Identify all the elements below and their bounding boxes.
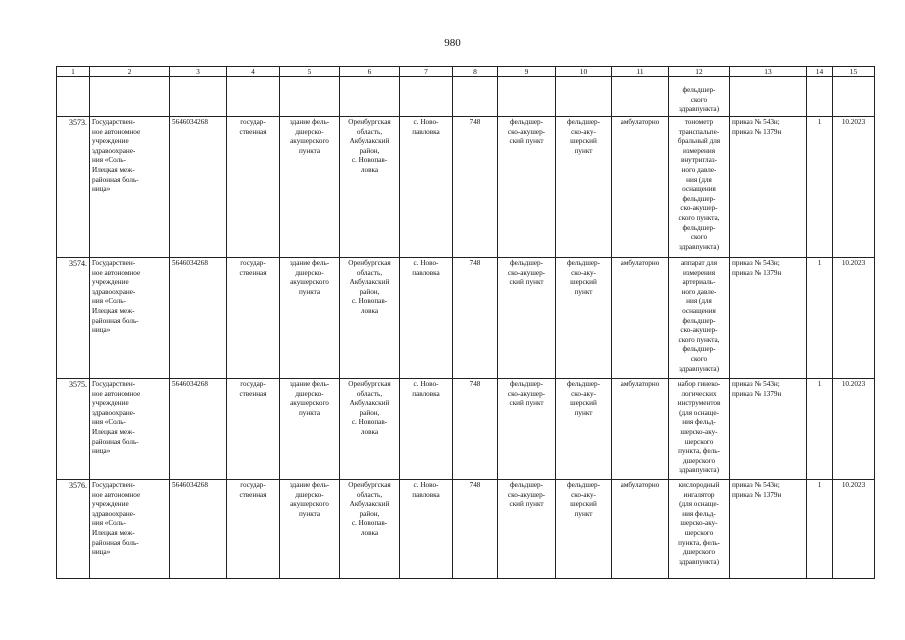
date: 10.2023 — [833, 258, 875, 379]
inn: 5646034268 — [170, 117, 227, 258]
header-col-5: 5 — [280, 67, 340, 77]
unit-type: фельдшер- ско-акушер- ский пункт — [498, 258, 556, 379]
building: здание фель- дшерско- акушерского пункта — [280, 480, 340, 579]
continuation-row — [57, 77, 875, 117]
care-form: амбулаторно — [612, 480, 669, 579]
care-form: амбулаторно — [612, 258, 669, 379]
table-row — [57, 480, 875, 579]
inn: 5646034268 — [170, 480, 227, 579]
row-number: 3575. — [57, 379, 90, 480]
order-reference: приказ № 543н; приказ № 1379н — [730, 480, 807, 579]
date: 10.2023 — [833, 379, 875, 480]
organization-name: Государствен- ное автономное учреждение здравоохране- ния «Соль- Илецкая меж- районная боль- ница» — [90, 258, 170, 379]
building: здание фель- дшерско- акушерского пункта — [280, 117, 340, 258]
population: 748 — [453, 117, 498, 258]
organization-name: Государствен- ное автономное учреждение здравоохране- ния «Соль- Илецкая меж- районная боль- ница» — [90, 379, 170, 480]
equipment-name: аппарат для измерения артериаль- ного давле- ния (для оснащения фельдшер- ско-акушер- ского пункта, фельдшер- ского здравпункта) — [669, 258, 730, 379]
header-col-3: 3 — [170, 67, 227, 77]
header-col-9: 9 — [498, 67, 556, 77]
unit-name: фельдшер- ско-аку- шерский пункт — [556, 117, 612, 258]
address: Оренбургская область, Акбулакский район, с. Новопав- ловка — [340, 480, 400, 579]
unit-name: фельдшер- ско-аку- шерский пункт — [556, 480, 612, 579]
header-col-11: 11 — [612, 67, 669, 77]
ownership: государ- ственная — [227, 379, 280, 480]
settlement: с. Ново- павловка — [400, 379, 453, 480]
unit-name: фельдшер- ско-аку- шерский пункт — [556, 379, 612, 480]
table-row — [57, 117, 875, 258]
settlement: с. Ново- павловка — [400, 480, 453, 579]
settlement: с. Ново- павловка — [400, 258, 453, 379]
address: Оренбургская область, Акбулакский район, с. Новопав- ловка — [340, 379, 400, 480]
organization-name: Государствен- ное автономное учреждение здравоохране- ния «Соль- Илецкая меж- районная боль- ница» — [90, 480, 170, 579]
inn: 5646034268 — [170, 258, 227, 379]
address: Оренбургская область, Акбулакский район, с. Новопав- ловка — [340, 258, 400, 379]
order-reference: приказ № 543н; приказ № 1379н — [730, 117, 807, 258]
quantity: 1 — [807, 480, 833, 579]
equipment-name: набор гинеко- логических инструментов (для оснаще- ния фельд- шерско-аку- шерского пункта, фель- дшерского здравпункта) — [669, 379, 730, 480]
population: 748 — [453, 379, 498, 480]
header-col-2: 2 — [90, 67, 170, 77]
population: 748 — [453, 258, 498, 379]
address: Оренбургская область, Акбулакский район, с. Новопав- ловка — [340, 117, 400, 258]
order-reference: приказ № 543н; приказ № 1379н — [730, 379, 807, 480]
row-number: 3573. — [57, 117, 90, 258]
table-row — [57, 258, 875, 379]
organization-name: Государствен- ное автономное учреждение здравоохране- ния «Соль- Илецкая меж- районная боль- ница» — [90, 117, 170, 258]
quantity: 1 — [807, 117, 833, 258]
inn: 5646034268 — [170, 379, 227, 480]
quantity: 1 — [807, 258, 833, 379]
care-form: амбулаторно — [612, 117, 669, 258]
row-number: 3576. — [57, 480, 90, 579]
unit-name: фельдшер- ско-аку- шерский пункт — [556, 258, 612, 379]
settlement: с. Ново- павловка — [400, 117, 453, 258]
unit-type: фельдшер- ско-акушер- ский пункт — [498, 117, 556, 258]
ownership: государ- ственная — [227, 117, 280, 258]
header-col-6: 6 — [340, 67, 400, 77]
header-col-8: 8 — [453, 67, 498, 77]
equipment-name: кислородный ингалятор (для оснаще- ния фельд- шерско-аку- шерского пункта, фель- дшерского здравпункта) — [669, 480, 730, 579]
date: 10.2023 — [833, 117, 875, 258]
building: здание фель- дшерско- акушерского пункта — [280, 379, 340, 480]
header-col-7: 7 — [400, 67, 453, 77]
ownership: государ- ственная — [227, 258, 280, 379]
unit-type: фельдшер- ско-акушер- ский пункт — [498, 379, 556, 480]
header-col-10: 10 — [556, 67, 612, 77]
ownership: государ- ственная — [227, 480, 280, 579]
order-reference: приказ № 543н; приказ № 1379н — [730, 258, 807, 379]
header-col-1: 1 — [57, 67, 90, 77]
date: 10.2023 — [833, 480, 875, 579]
header-col-14: 14 — [807, 67, 833, 77]
quantity: 1 — [807, 379, 833, 480]
equipment-name: тонометр транспальпе- бральный для измерения внутриглаз- ного давле- ния (для оснащения фельдшер- ско-акушер- ского пункта, фельдшер- ского здравпункта) — [669, 117, 730, 258]
header-col-13: 13 — [730, 67, 807, 77]
header-col-12: 12 — [669, 67, 730, 77]
population: 748 — [453, 480, 498, 579]
table-row — [57, 379, 875, 480]
page-number: 980 — [444, 37, 461, 49]
continuation-equipment: фельдшер- ского здравпункта) — [669, 77, 730, 117]
equipment-table — [56, 66, 875, 579]
row-number: 3574. — [57, 258, 90, 379]
care-form: амбулаторно — [612, 379, 669, 480]
unit-type: фельдшер- ско-акушер- ский пункт — [498, 480, 556, 579]
building: здание фель- дшерско- акушерского пункта — [280, 258, 340, 379]
header-col-15: 15 — [833, 67, 875, 77]
header-col-4: 4 — [227, 67, 280, 77]
header-row — [57, 67, 875, 77]
